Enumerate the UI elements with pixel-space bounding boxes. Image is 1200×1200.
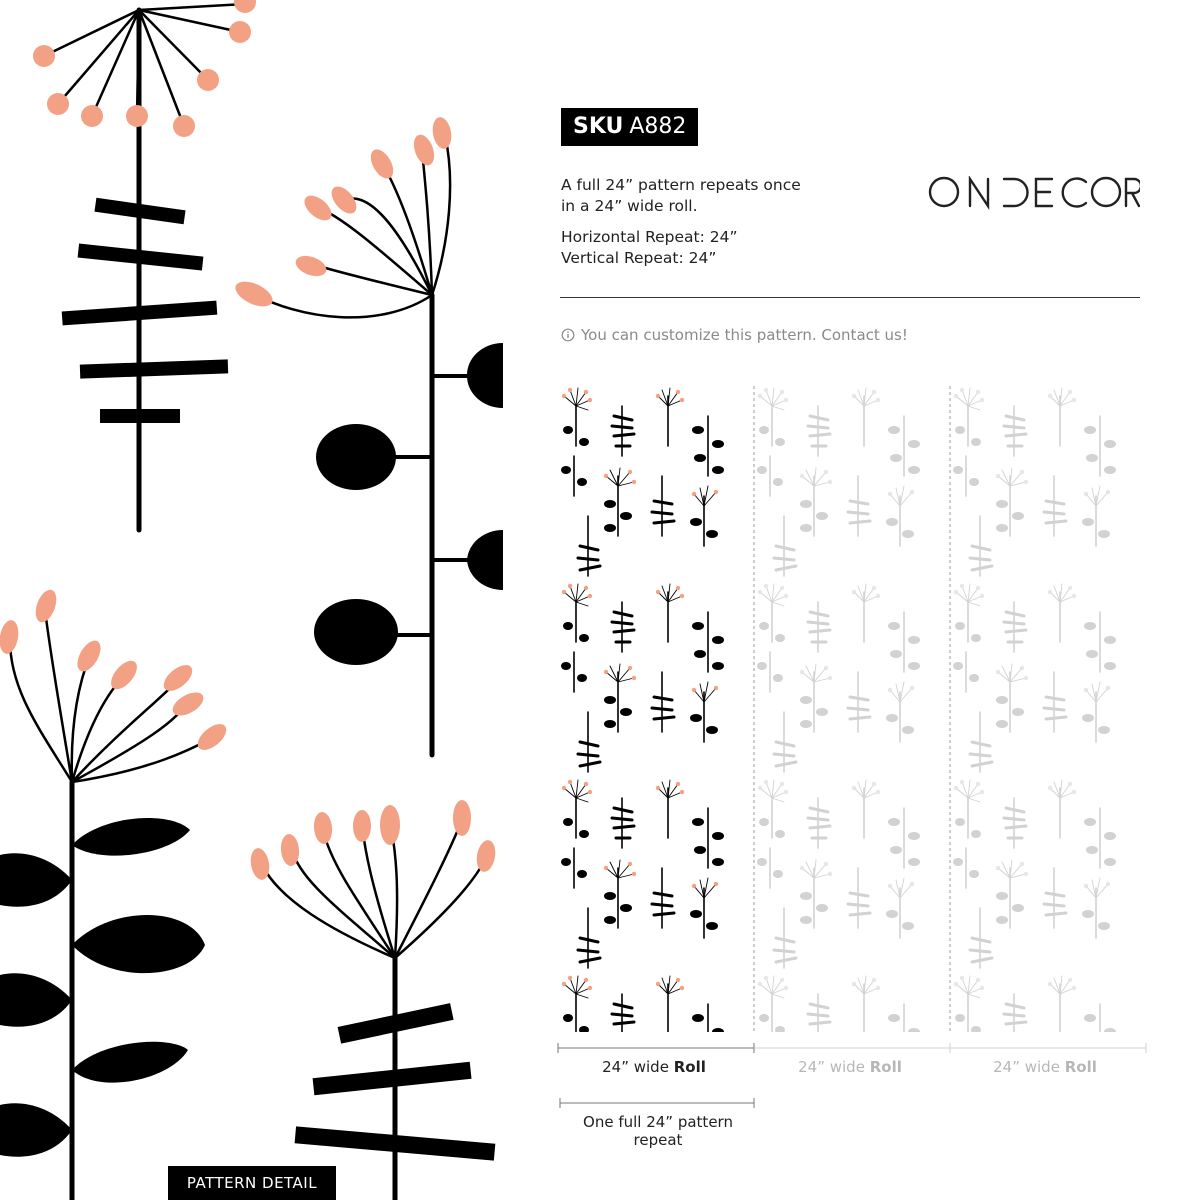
roll-preview (558, 386, 1148, 1032)
pattern-detail-label: PATTERN DETAIL (168, 1166, 336, 1200)
roll-label-3: 24” wide Roll (993, 1058, 1097, 1076)
repeat-dimensions: Horizontal Repeat: 24” Vertical Repeat: 24” (561, 228, 738, 267)
pattern-description: A full 24” pattern repeats once in a 24” wide roll. (561, 176, 801, 215)
roll-label-1: 24” wide Roll (602, 1058, 706, 1076)
repeat-caption: One full 24” pattern repeat (583, 1113, 733, 1149)
divider (560, 297, 1140, 298)
sku-prefix: SKU (573, 114, 624, 139)
sku-code: A882 (629, 114, 687, 139)
info-icon (561, 328, 575, 342)
pattern-detail-illustration (0, 0, 520, 1200)
sku-badge (561, 108, 698, 146)
customize-note-text: You can customize this pattern. Contact us! (581, 326, 908, 344)
customize-note[interactable] (561, 326, 908, 344)
roll-label-2: 24” wide Roll (798, 1058, 902, 1076)
ondecor-logo (928, 176, 1140, 210)
